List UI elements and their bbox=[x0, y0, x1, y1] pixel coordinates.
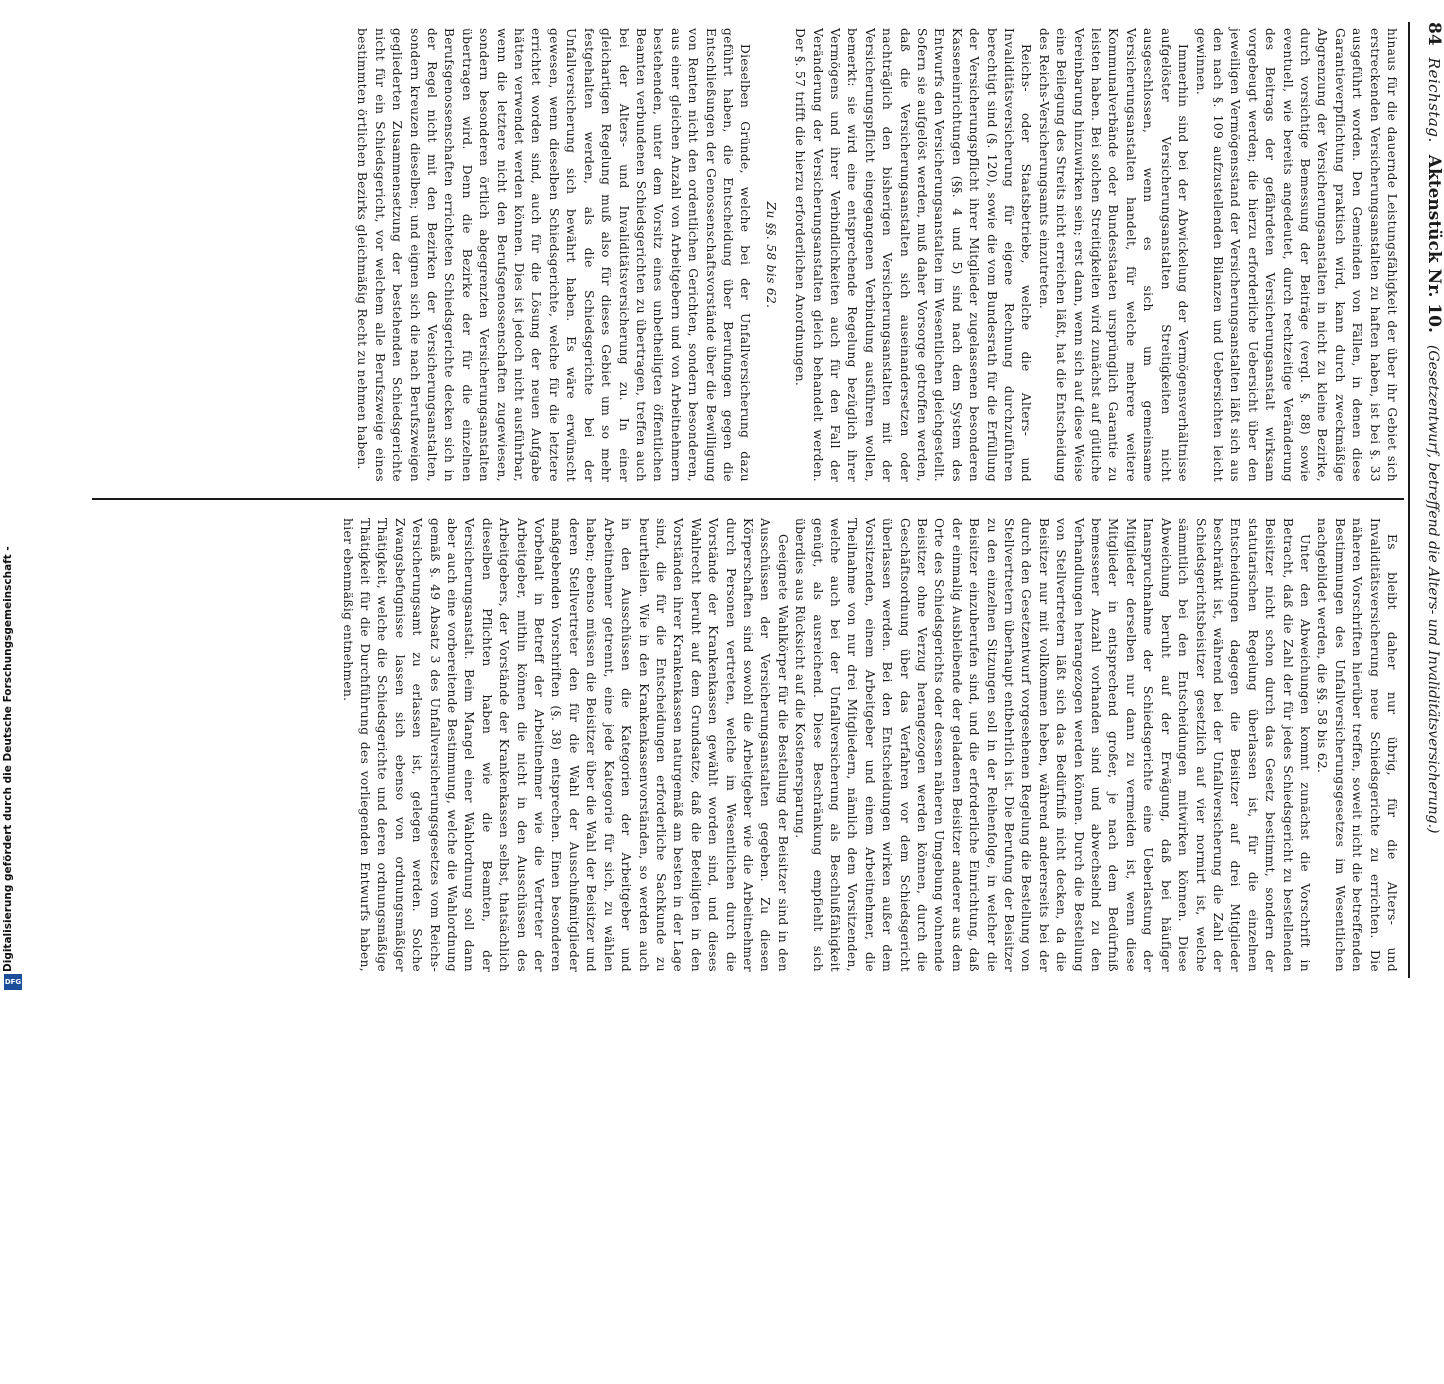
paragraph: hinaus für die dauernde Leistungsfähigkeit der über ihr Gebiet sich erstreckenden Versicherungsanstalten zu haften haben, ist bei §. 33 ausgeführt worden. Den Gemeinden von Fällen, in denen diese Garantieverpflichtung praktisch wird, kann durch zweckmäßige Abgrenzung der Versicherungsanstalten in nicht zu kleine Bezirke, durch vorsichtige Bemessung der Beiträge (vergl. §. 88) sowie eventuell, wie bereits angedeutet, durch rechtzeitige Veränderung des Beitrags der gefährdeten Versicherungsanstalt wirksam vorgebeugt werden; die hierzu erforderliche Uebersicht über den jeweiligen Vermögensstand der Versicherungsanstalten läßt sich aus den nach §. 109 aufzustellenden Bilanzen und Uebersichten leicht gewinnen. bbox=[1193, 28, 1399, 482]
paragraph: Dieselben Gründe, welche bei der Unfallversicherung dazu geführt haben, die Entscheidung über Berufungen gegen die Entschließungen der Genossenschaftsvorstände über die Bewilligung von Renten nicht den ordentlichen Gerichten, sondern besonderen, aus einer gleichen Anzahl von Arbeitgebern und von Arbeitnehmern bestehenden, unter dem Vorsitz eines unbetheiligten öffentlichen Beamten verbundenen Schiedsgerichten zu übertragen, treffen auch bei der Alters- und Invaliditätsversicherung zu. In einer gleichartigen Regelung muß also für dieses Gebiet um so mehr festgehalten werden, als die Schiedsgerichte bei der Unfallversicherung sich bewährt haben. Es wäre erwünscht gewesen, wenn dieselben Schiedsgerichte, welche für die letztere errichtet worden sind, auch für die Lösung der neuen Aufgabe hätten verwendet werden können. Dies ist jedoch nicht ausführbar, wenn die letztere nicht den Berufsgenossenschaften zugewiesen, sondern besonderen örtlich abgegrenzten Versicherungsanstalten übertragen wird. Denn die Bezirke der für die einzelnen Berufsgenossenschaften errichteten Schiedsgerichte decken sich in der Regel nicht mit den Bezirken der Versicherungsanstalten, sondern kreuzen dieselben; und eignen sich die nach Berufszweigen gegliederten Zusammensetzung der bestehenden Schiedsgerichte nicht für ein Schiedsgericht, vor welchem alle Berufszweige eines bestimmten örtlichen Bezirks gleichmäßig Recht zu nehmen haben. bbox=[355, 28, 753, 482]
section-subheading: Zu §§. 58 bis 62. bbox=[763, 201, 778, 309]
page-content bbox=[82, 22, 1444, 978]
paragraph: Es bleibt daher nur übrig, für die Alters- und Invaliditätsversicherung neue Schiedsgerichte zu errichten. Die näheren Vorschriften hierüber treffen, soweit nicht die betreffenden Bestimmungen des Unfallversicherungsgesetzes im Wesentlichen nachgebildet werden, die §§. 58 bis 62. bbox=[1315, 518, 1399, 972]
column-divider bbox=[92, 498, 1404, 500]
digitization-credit-text: Digitalisierung gefördert durch die Deutsche Forschungsgemeinschaft - bbox=[2, 546, 14, 972]
right-text-column bbox=[338, 518, 1400, 972]
left-text-column bbox=[353, 28, 1400, 482]
digitization-credit-sidebar bbox=[0, 0, 36, 1000]
dfg-logo-icon: DFG bbox=[4, 974, 22, 990]
rotated-page bbox=[340, 22, 1444, 1384]
header-title: (Gesetzentwurf, betreffend die Alters- und Invaliditätsversicherung.) bbox=[1425, 344, 1441, 834]
header-rule bbox=[1408, 22, 1410, 978]
header-item-number: Aktenstück Nr. 10. bbox=[1424, 154, 1444, 333]
running-header bbox=[1414, 22, 1444, 978]
paragraph: Geeignete Wahlkörper für die Bestellung der Beisitzer sind in den Ausschüssen der Versicherungsanstalten gegeben. Zu diesen Körperschaften sind sowohl die Arbeitgeber wie die Arbeitnehmer durch Personen vertreten, welche im Wesentlichen durch die Vorstände der Krankenkassen gewählt worden sind, und dieses Wahlrecht beruht auf dem Grundsatze, daß die Beteiligten in den Vorständen ihrer Krankenkassen naturgemäß am besten in der Lage sind, die für die Entscheidungen erforderliche Sachkunde zu beurtheilen. Wie in den Krankenkassenvorständen, so werden auch in den Ausschüssen die Kategorien der Arbeitgeber und Arbeitnehmer getrennt, eine jede Kategorie für sich, zu wählen haben; ebenso müssen die Beisitzer über die Wahl der Beisitzer und deren Stellvertreter den für die Wahl der Ausschußmitglieder maßgebenden Vorschriften (§. 38) entsprechen. Einen besonderen Vorbehalt in Betreff der Arbeitnehmer wie die Vertreter der Arbeitgeber, mithin können die nicht in den Ausschüssen des Arbeitgebers, der Vorstände der Krankenkassen selbst, thatsächlich dieselben Pflichten haben wie die Beamten, der Versicherungsanstalt. Beim Mangel einer Wahlordnung soll dann aber auch eine vorbereitende Bestimmung, welche die Wahlordnung gemäß §. 49 Absatz 3 des Unfallversicherungsgesetzes vom Reichs-Versicherungsamt zu erlassen ist, gelegen werden. Solche Zwangsbefugnisse lassen sich ebenso von ordnungsmäßiger Thätigkeit, welche die Schiedsgerichte und deren ordnungsmäßige Thätigkeit für die Durchführung des vorliegenden Entwurfs haben, hier ebenmäßig entnehmen. bbox=[340, 518, 790, 972]
paragraph: Reichs- oder Staatsbetriebe, welche die Alters- und Invaliditätsversicherung für eigene Rechnung durchzuführen berechtigt sind (§. 120), sowie die vom Bundesrath für die Erfüllung der Versicherungspflicht ihrer Mitglieder zugelassenen besonderen Kasseneinrichtungen (§§. 4 und 5) sind nach dem System des Entwurfs den Versicherungsanstalten im Wesentlichen gleichgestellt. Sofern sie aufgelöst werden, muß daher Vorsorge getroffen werden, daß die Versicherungsanstalten sich auseinandersetzen oder nachträglich den bisherigen Versicherungsanstalten mit der Versicherungspflicht eingegangenen Verbindung ausführen wollen, bemerkt: sie wird eine entsprechende Regelung bezüglich ihrer Vermögens und ihrer Verbindlichkeiten auch für den Fall der Veränderung der Versicherungsanstalten gleich behandelt werden. Der §. 57 trifft die hierzu erforderlichen Anordnungen. bbox=[793, 28, 1034, 482]
paragraph: Unter den Abweichungen kommt zunächst die Vorschrift in Betracht, daß die Zahl der für jedes Schiedsgericht zu bestellenden Beisitzer nicht schon durch das Gesetz bestimmt, sondern der statutarischen Regelung überlassen ist, für die einzelnen Entscheidungen dagegen die Beisitzer auf drei Mitglieder beschränkt ist, während bei der Unfallversicherung die Zahl der Schiedsgerichtsbeisitzer gesetzlich auf vier normirt ist, welche sämmtlich bei den Entscheidungen mitwirken können. Diese Abweichung beruht auf der Erwägung, daß bei häufiger Inanspruchnahme der Schiedsgerichte eine Ueberlastung der Mitglieder derselben nur dann zu vermeiden ist, wenn diese Mitglieder in entsprechend großer, je nach dem Bedürfniß bemessener Anzahl vorhanden sind und abwechselnd zu den Verhandlungen herangezogen werden können. Durch die Bestellung von Stellvertretern läßt sich das Bedürfniß nicht decken, da die Beisitzer nur mit vollkommen heben, während andererseits bei der durch den Gesetzentwurf vorgesehenen Regelung die Bestellung von Stellvertretern überhaupt entbehrlich ist. Die Berufung der Beisitzer zu den einzelnen Sitzungen soll in der Reihenfolge, in welcher die Beisitzer einzuberufen sind, und die erforderliche Einrichtung, daß der einmalig Ausbleibende der geladenen Beisitzer anderer aus dem Orte des Schiedsgerichts oder dessen näheren Umgebung wohnende Beisitzer ohne Verzug herangezogen werden können, durch die Geschäftsordnung über das Verfahren vor dem Schiedsgericht überlassen werden. Bei den Entscheidungen wirken außer dem Vorsitzenden, einem Arbeitgeber und einem Arbeitnehmer, die Theilnahme von nur drei Mitgliedern, nämlich dem Vorsitzenden, welche auch bei der Unfallversicherung als Beschlußfähigkeit genügt, als ausreichend. Diese Beschränkung empfiehlt sich überdies aus Rücksicht auf die Kostenersparung. bbox=[793, 518, 1312, 972]
paragraph: Immerhin sind bei der Abwickelung der Vermögensverhältnisse aufgelöster Versicherungsanstalten Streitigkeiten nicht ausgeschlossen, wenn es sich um gemeinsame Versicherungsanstalten handelt, für welche mehrere weitere Kommunalverbände oder Bundesstaaten ursprünglich Garantie zu leisten haben. Bei solchen Streitigkeiten wird zunächst auf gütliche Vereinbarung hinzuwirken sein; erst dann, wenn sich auf diese Weise eine Beilegung des Streits nicht erreichen läßt, hat die Entscheidung des Reichs-Versicherungsamts einzutreten. bbox=[1036, 28, 1191, 482]
header-section: Reichstag. bbox=[1425, 57, 1443, 143]
page-number: 84 bbox=[1424, 22, 1444, 46]
